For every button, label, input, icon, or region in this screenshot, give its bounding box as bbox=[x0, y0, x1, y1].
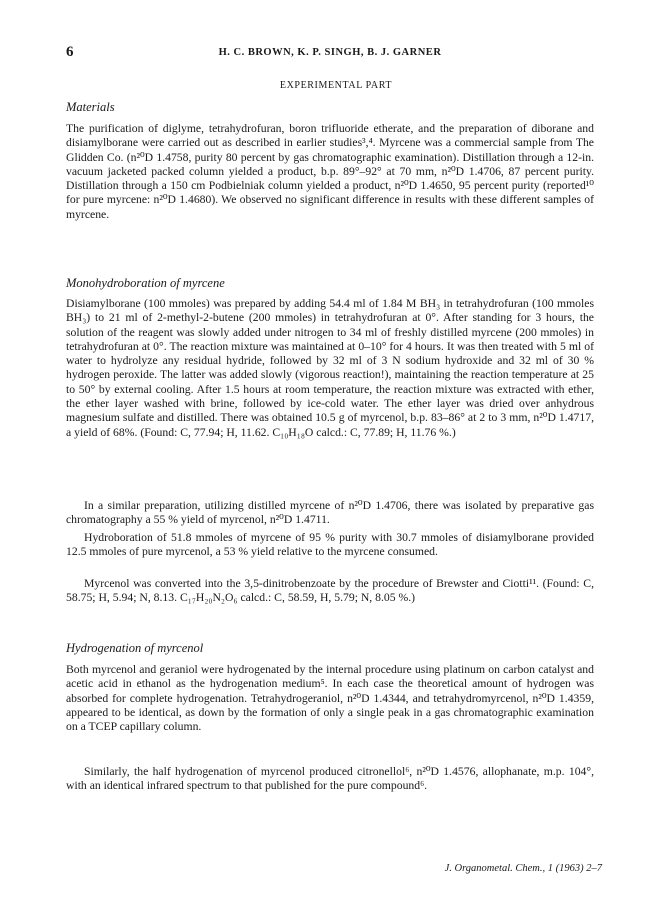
page-number: 6 bbox=[66, 44, 74, 60]
monohydroboration-paragraph-4: Myrcenol was converted into the 3,5-dinitrobenzoate by the procedure of Brewster and Ciotti¹¹. (Found: C, 58.75; H, 5.94; N, 8.13. C₁₇H₂₀N₂O₆ calcd.: C, 58.59, H, 5.79; N, 8.05 %.) bbox=[66, 577, 594, 605]
monohydroboration-heading: Monohydroboration of myrcene bbox=[66, 276, 225, 290]
materials-paragraph: The purification of diglyme, tetrahydrofuran, boron trifluoride etherate, and the preparation of diborane and disiamylborane were carried out as described in earlier studies³,⁴. Myrcene was a commercial sample from The Glidden Co. (n²⁰D 1.4758, purity 80 percent by gas chromatographic examination). Distillation through a 12-in. vacuum jacketed packed column yielded a product, b.p. 89°–92° at 70 mm, n²⁰D 1.4706, 87 percent purity. Distillation through a 150 cm Podbielniak column yielded a product, n²⁰D 1.4650, 95 percent purity (reported¹⁰ for pure myrcene: n²⁰D 1.4680). We observed no significant difference in results with these different samples of myrcene. bbox=[66, 122, 594, 221]
hydrogenation-paragraph-2: Similarly, the half hydrogenation of myrcenol produced citronellol⁶, n²⁰D 1.4576, allophanate, m.p. 104°, with an identical infrared spectrum to that published for the pure compound⁶. bbox=[66, 765, 594, 793]
hydrogenation-heading: Hydrogenation of myrcenol bbox=[66, 641, 204, 655]
materials-heading: Materials bbox=[66, 100, 115, 114]
journal-citation: J. Organometal. Chem., 1 (1963) 2–7 bbox=[444, 863, 602, 874]
section-title: EXPERIMENTAL PART bbox=[279, 80, 393, 91]
monohydroboration-paragraph-2: In a similar preparation, utilizing distilled myrcene of n²⁰D 1.4706, there was isolated by preparative gas chromatography a 55 % yield of myrcenol, n²⁰D 1.4711. bbox=[66, 499, 594, 527]
hydrogenation-paragraph-1: Both myrcenol and geraniol were hydrogenated by the internal procedure using platinum on carbon catalyst and acetic acid in ethanol as the hydrogenation medium⁵. In each case the theoretical amount of hydrogen was absorbed for complete hydrogenation. Tetrahydrogeraniol, n²⁰D 1.4344, and tetrahydromyrcenol, n²⁰D 1.4359, appeared to be identical, as down by the formation of only a single peak in a gas chromatographic examination on a TCEP capillary column. bbox=[66, 663, 594, 734]
running-head: H. C. BROWN, K. P. SINGH, B. J. GARNER bbox=[218, 47, 442, 58]
monohydroboration-paragraph-1: Disiamylborane (100 mmoles) was prepared by adding 54.4 ml of 1.84 M BH₃ in tetrahydrofuran (100 mmoles BH₃) to 21 ml of 2-methyl-2-butene (200 mmoles) in tetrahydrofuran at 0°. After standing for 3 hours, the solution of the reagent was slowly added under nitrogen to 34 ml of freshly distilled myrcene (200 mmoles) in tetrahydrofuran at 0°. The reaction mixture was maintained at 0–10° for 4 hours. It was then treated with 5 ml of water to hydrolyze any residual hydride, followed by 32 ml of 3 N sodium hydroxide and 32 ml of 30 % hydrogen peroxide. The latter was added slowly (vigorous reaction!), maintaining the reaction temperature at 25 to 50° by external cooling. After 1.5 hours at room temperature, the reaction mixture was extracted with ether, the ether layer washed with brine, followed by ice-cold water. The ether layer was dried over anhydrous magnesium sulfate and distilled. There was obtained 10.5 g of myrcenol, b.p. 83–86° at 2 to 3 mm, n²⁰D 1.4717, a yield of 68%. (Found: C, 77.94; H, 11.62. C₁₀H₁₈O calcd.: C, 77.89; H, 11.76 %.) bbox=[66, 297, 594, 439]
monohydroboration-paragraph-3: Hydroboration of 51.8 mmoles of myrcene of 95 % purity with 30.7 mmoles of disiamylborane provided 12.5 mmoles of pure myrcenol, a 53 % yield relative to the myrcene consumed. bbox=[66, 531, 594, 559]
